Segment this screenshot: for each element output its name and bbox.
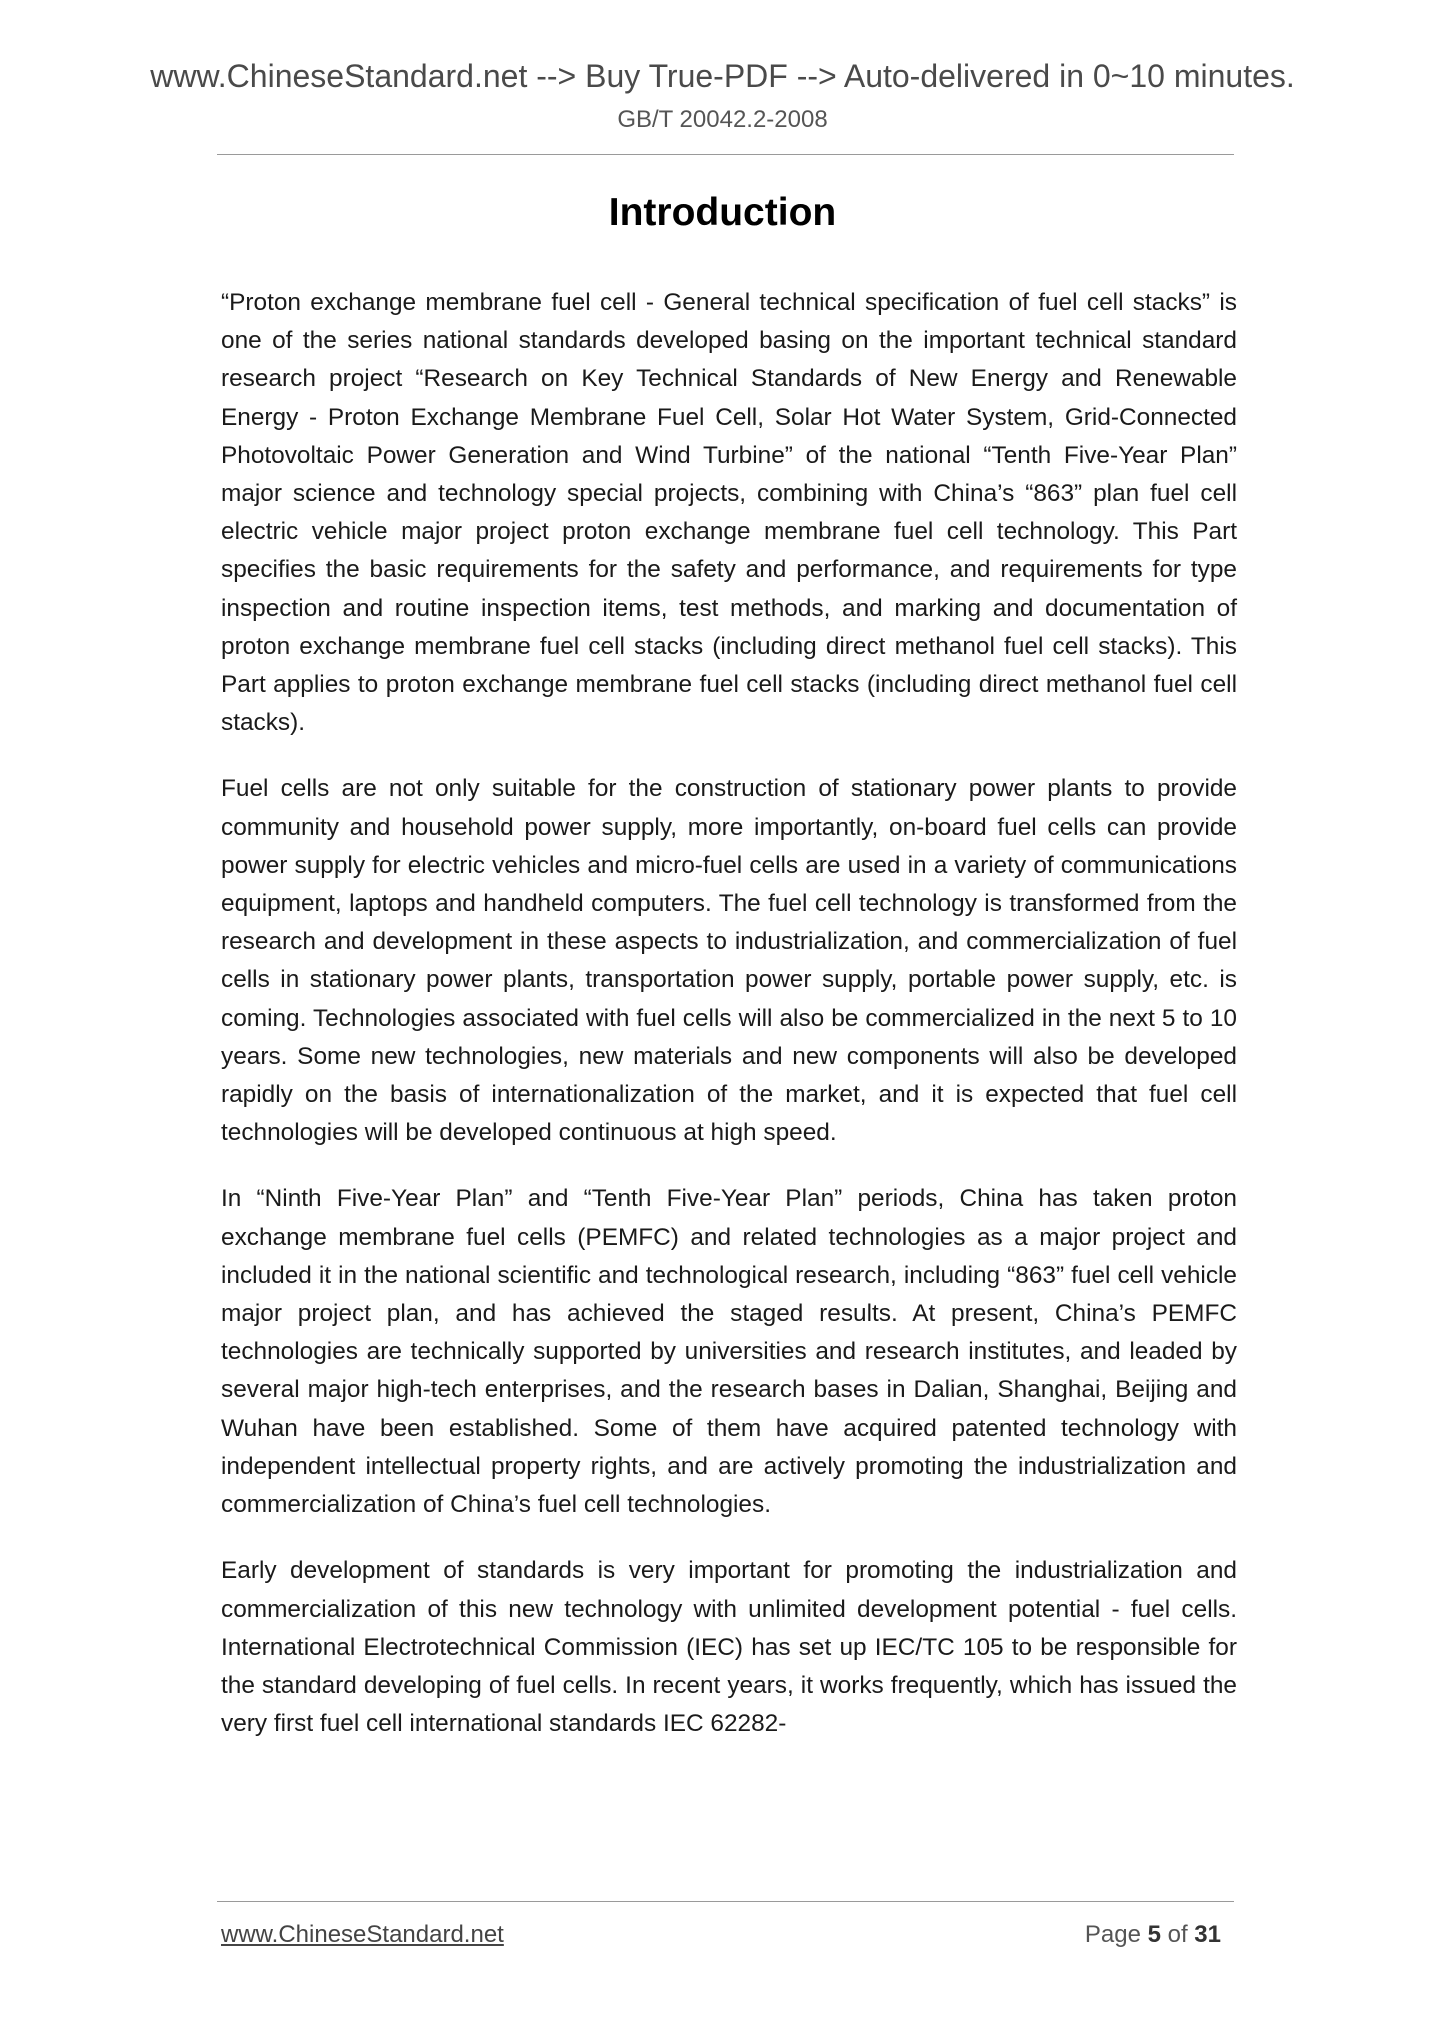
page-title: Introduction — [608, 191, 837, 234]
page-of: of — [1160, 1921, 1195, 1948]
header-divider — [217, 154, 1234, 155]
document-body — [221, 284, 1237, 1771]
standard-code: GB/T 20042.2-2008 — [617, 106, 828, 133]
page-indicator — [1085, 1921, 1221, 1949]
paragraph-2: Fuel cells are not only suitable for the construction of stationary power plants to provide community and household power supply, more importantly, on-board fuel cells can provide power supply for electric vehicles and micro-fuel cells are used in a variety of communications equipment, laptops and handheld computers. The fuel cell technology is transformed from the research and development in these aspects to industrialization, and commercialization of fuel cells in stationary power plants, transportation power supply, portable power supply, etc. is coming. Technologies associated with fuel cells will also be commercialized in the next 5 to 10 years. Some new technologies, new materials and new components will also be developed rapidly on the basis of internationalization of the market, and it is expected that fuel cell technologies will be developed continuous at high speed. — [221, 775, 1237, 1147]
page-total: 31 — [1194, 1921, 1221, 1948]
paragraph-4: Early development of standards is very important for promoting the industrialization and commercialization of this new technology with unlimited development potential - fuel cells. International Electrotechnical Commission (IEC) has set up IEC/TC 105 to be responsible for the standard developing of fuel cells. In recent years, it works frequently, which has issued the very first fuel cell international standards IEC 62282- — [221, 1557, 1237, 1738]
page-current: 5 — [1147, 1921, 1161, 1948]
page-prefix: Page — [1084, 1921, 1148, 1948]
paragraph-1: “Proton exchange membrane fuel cell - General technical specification of fuel cell stacks” is one of the series national standards developed basing on the important technical standard research project “Research on Key Technical Standards of New Energy and Renewable Energy - Proton Exchange Membrane Fuel Cell, Solar Hot Water System, Grid-Connected Photovoltaic Power Generation and Wind Turbine” of the national “Tenth Five-Year Plan” major science and technology special projects, combining with China’s “863” plan fuel cell electric vehicle major project proton exchange membrane fuel cell technology. This Part specifies the basic requirements for the safety and performance, and requirements for type inspection and routine inspection items, test methods, and marking and documentation of proton exchange membrane fuel cell stacks (including direct methanol fuel cell stacks). This Part applies to proton exchange membrane fuel cell stacks (including direct methanol fuel cell stacks). — [221, 289, 1237, 737]
footer-divider — [217, 1901, 1234, 1902]
header-banner: www.ChineseStandard.net --> Buy True-PDF --> Auto-delivered in 0~10 minutes. — [150, 58, 1295, 94]
footer-website-link[interactable]: www.ChineseStandard.net — [221, 1921, 504, 1948]
paragraph-3: In “Ninth Five-Year Plan” and “Tenth Five-Year Plan” periods, China has taken proton exchange membrane fuel cells (PEMFC) and related technologies as a major project and included it in the national scientific and technological research, including “863” fuel cell vehicle major project plan, and has achieved the staged results. At present, China’s PEMFC technologies are technically supported by universities and research institutes, and leaded by several major high-tech enterprises, and the research bases in Dalian, Shanghai, Beijing and Wuhan have been established. Some of them have acquired patented technology with independent intellectual property rights, and are actively promoting the industrialization and commercialization of China’s fuel cell technologies. — [221, 1185, 1237, 1519]
